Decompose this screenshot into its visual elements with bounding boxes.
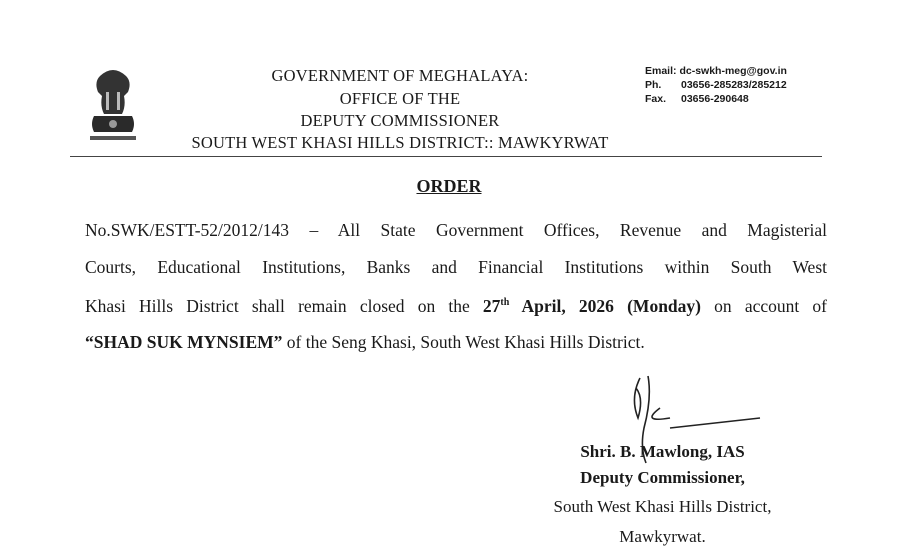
closure-date: 27th April, 2026 (Monday) [482,295,701,316]
header-divider [70,156,822,157]
signatory-district: South West Khasi Hills District, [553,497,772,516]
contact-block [645,64,787,106]
reference-number: No.SWK/ESTT-52/2012/143 [85,220,290,240]
festival-name: “SHAD SUK MYNSIEM” [85,332,283,353]
state-emblem-logo [82,66,144,146]
header-district: SOUTH WEST KHASI HILLS DISTRICT:: MAWKYRWAT [191,133,609,152]
body-line-1: No.SWK/ESTT-52/2012/143 – All State Government Offices, Revenue and Magisterial [85,220,827,240]
signatory-place: Mawkyrwat. [619,527,706,546]
signatory-designation: Deputy Commissioner, [580,468,745,487]
body-line-3: Khasi Hills District shall remain closed on the 27th April, 2026 (Monday) on account of [85,295,827,316]
signatory-name: Shri. B. Mawlong, IAS [580,442,745,461]
header-designation: DEPUTY COMMISSIONER [300,111,500,130]
header-office: OFFICE OF THE [339,89,461,108]
body-line-4: “SHAD SUK MYNSIEM” of the Seng Khasi, South West Khasi Hills District. [85,332,645,353]
header-government: GOVERNMENT OF MEGHALAYA: [271,66,529,85]
contact-email: Email: dc-swkh-meg@gov.in [645,65,787,77]
contact-fax: Fax. 03656-290648 [645,93,749,105]
body-line-2: Courts, Educational Institutions, Banks and Financial Institutions within South West [85,256,827,277]
contact-phone: Ph. 03656-285283/285212 [645,79,787,91]
order-body [85,212,827,361]
document-title: ORDER [416,176,482,196]
